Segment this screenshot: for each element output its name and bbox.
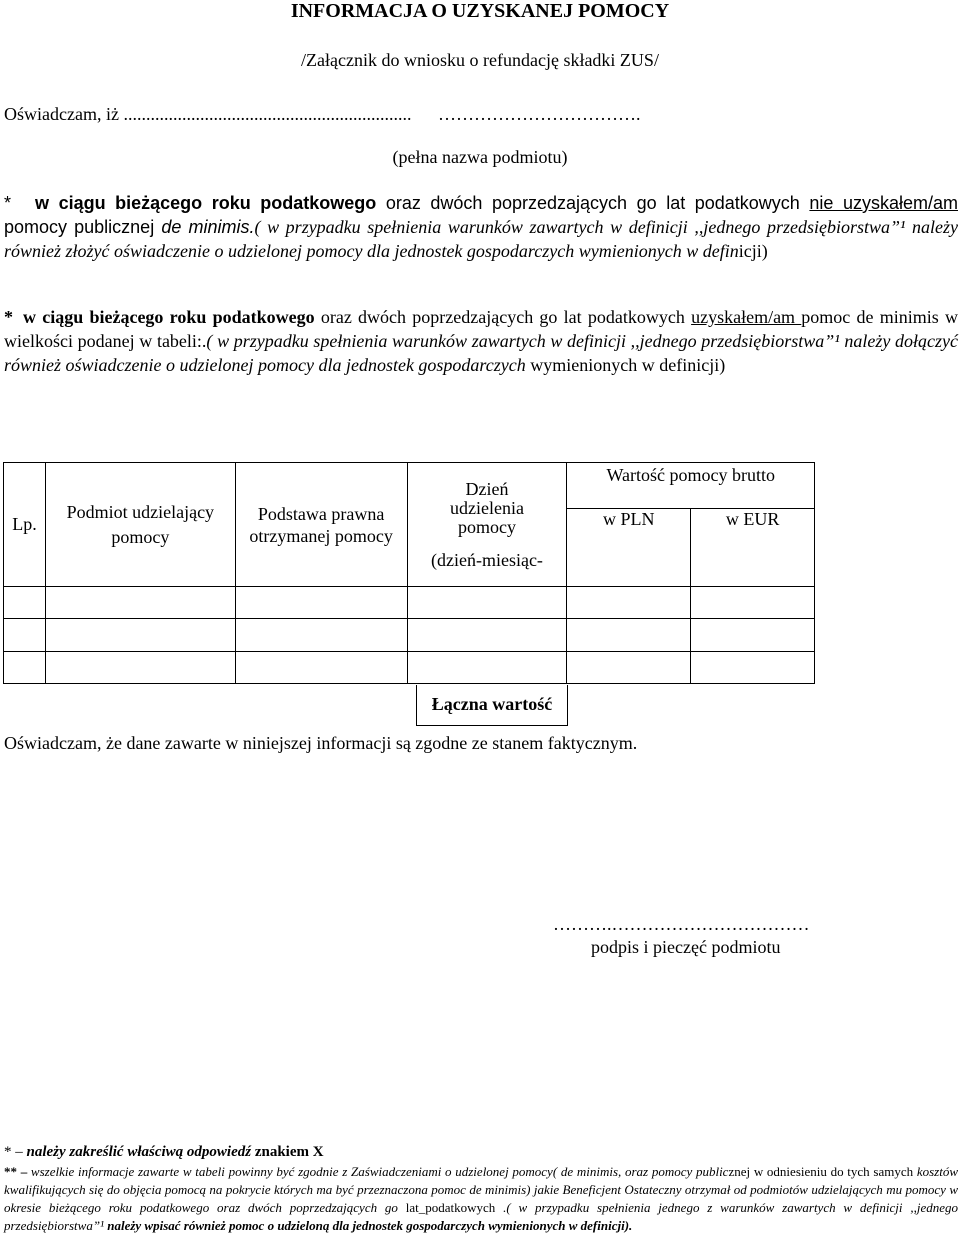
table-cell[interactable] <box>235 619 407 652</box>
header-pln: w PLN <box>567 509 691 587</box>
signature-dots: ……….…………………………… <box>553 914 810 934</box>
table-cell[interactable] <box>407 619 567 652</box>
table-cell[interactable] <box>4 652 46 684</box>
footnote-2-italic2: kosztów kwalifikujących się do objęcia pomocą na pokrycie których ma być przeznaczona pomoc de minimis) jakie Beneficjent Ostateczny otrzymał od podmiotów udzielających mu pomocy w okresie bieżącego roku podatkowego oraz dwóch poprzedzających go <box>4 1164 958 1215</box>
aid-table <box>3 462 815 684</box>
table-cell[interactable] <box>45 619 235 652</box>
header-podmiot: Podmiot udzielający pomocy <box>45 463 235 587</box>
table-cell[interactable] <box>4 619 46 652</box>
table-cell[interactable] <box>567 587 691 619</box>
entity-caption: (pełna nazwa podmiotu) <box>392 147 568 167</box>
header-wartosc: Wartość pomocy brutto <box>567 463 815 509</box>
declaration: Oświadczam, że dane zawarte w niniejszej informacji są zgodne ze stanem faktycznym. <box>4 733 638 753</box>
table-cell[interactable] <box>45 587 235 619</box>
table-row <box>4 652 815 684</box>
header-eur: w EUR <box>691 509 815 587</box>
footnote-1-italic: należy zakreślić właściwą odpowiedź <box>22 1144 252 1160</box>
footnote-2-italic3: .( w przypadku spełnienia jednego z warunków zawartych w definicji ,,jednego przedsiębiorstwa”¹ <box>4 1200 959 1233</box>
intro-dots: ................................................................ <box>123 104 412 124</box>
footnote-2-marker: ** – <box>4 1164 28 1179</box>
option2-underlined: uzyskałem/am <box>691 307 802 327</box>
header-dzien <box>407 463 567 587</box>
option-received <box>4 305 958 377</box>
table-cell[interactable] <box>407 587 567 619</box>
signature-label: podpis i pieczęć podmiotu <box>591 937 781 957</box>
footnote-2-bold-italic: należy wpisać również pomoc o udzieloną dla jednostek gospodarczych wymienionych w definicji). <box>107 1218 633 1233</box>
header-dzien-label: Dzień udzielenia pomocy <box>449 478 524 537</box>
option1-bold: w ciągu bieżącego roku podatkowego <box>35 193 377 213</box>
table-cell[interactable] <box>45 652 235 684</box>
table-row <box>4 587 815 619</box>
option1-normal: oraz dwóch poprzedzających go lat podatkowych <box>376 193 810 213</box>
intro-prefix: Oświadczam, iż <box>4 104 119 124</box>
footnote-1-rest: znakiem X <box>251 1144 324 1160</box>
option1-tail: icji) <box>738 241 768 261</box>
footnote-1-marker: * – <box>4 1144 23 1160</box>
option1-italic-note: ( w przypadku spełnienia warunków zawartych w definicji ,,jednego przedsiębiorstwa”¹ należy również złożyć oświadczenie o udzielonej pomocy dla jednostek gospodarczych wymienionych w defin <box>4 217 958 261</box>
table-cell[interactable] <box>691 587 815 619</box>
footnote-2-plain: znej w odniesieniu do tych samych <box>728 1164 917 1179</box>
option1-line2: pomocy publicznej <box>4 217 162 237</box>
intro-trail-dots: ……………………………. <box>437 104 641 124</box>
footnote-2-plain2: lat_podatkowych <box>405 1200 496 1215</box>
table-cell[interactable] <box>4 587 46 619</box>
option1-star: * <box>4 193 12 213</box>
option1-underlined: nie uzyskałem/am <box>809 193 958 213</box>
footnote-1 <box>4 1143 958 1161</box>
header-dzien-format: (dzień-miesiąc- <box>430 549 543 570</box>
footnote-2 <box>4 1163 958 1235</box>
total-value-label: Łączna wartość <box>416 685 568 726</box>
option2-tail: wymienionych w definicji) <box>530 355 726 375</box>
option1-deminimis: de minimis. <box>161 217 255 237</box>
footnote-2-italic: wszelkie informacje zawarte w tabeli powinny być zgodnie z Zaświadczeniami o udzielonej pomocy( de minimis, oraz pomocy public <box>27 1164 729 1179</box>
option-not-received <box>4 191 958 263</box>
header-lp: Lp. <box>4 463 46 587</box>
header-podstawa: Podstawa prawna otrzymanej pomocy <box>235 463 407 587</box>
option2-star: * <box>4 307 13 327</box>
table-cell[interactable] <box>235 587 407 619</box>
table-cell[interactable] <box>567 652 691 684</box>
table-cell[interactable] <box>567 619 691 652</box>
option2-italic-note: ( w przypadku spełnienia warunków zawartych w definicji ,,jednego przedsiębiorstwa”¹ należy dołączyć również oświadczenie o udzielonej pomocy dla jednostek gospodarczych <box>4 331 958 375</box>
table-cell[interactable] <box>407 652 567 684</box>
table-row <box>4 619 815 652</box>
table-cell[interactable] <box>691 619 815 652</box>
option2-normal: oraz dwóch poprzedzających go lat podatkowych <box>314 307 692 327</box>
option2-bold: w ciągu bieżącego roku podatkowego <box>23 307 315 327</box>
document-subtitle: /Załącznik do wniosku o refundację składki ZUS/ <box>301 50 659 70</box>
table-cell[interactable] <box>235 652 407 684</box>
option2-after: pomoc de minimis w wielkości podanej w tabeli:. <box>4 307 958 351</box>
document-title: INFORMACJA O UZYSKANEJ POMOCY <box>290 0 670 22</box>
intro-line <box>4 104 640 125</box>
table-cell[interactable] <box>691 652 815 684</box>
